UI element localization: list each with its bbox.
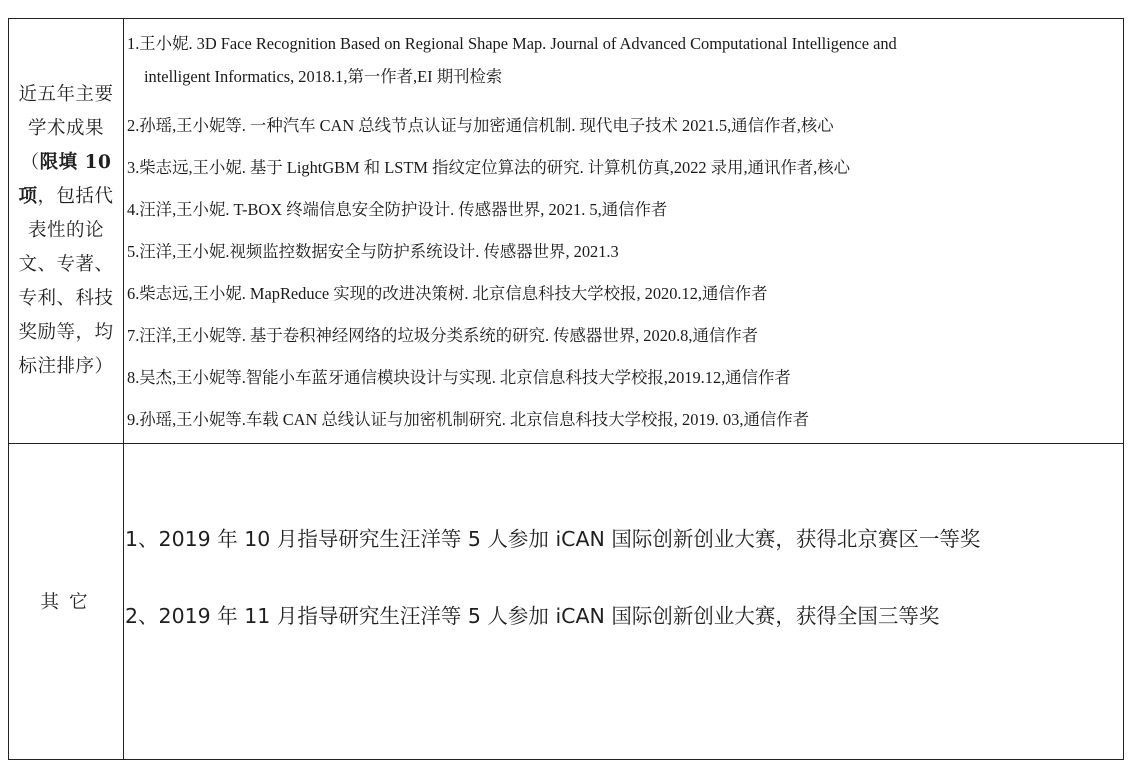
achievements-label bbox=[18, 78, 113, 384]
publication-item-5: 5.汪洋,王小妮.视频监控数据安全与防护系统设计. 传感器世界, 2021.3 bbox=[127, 242, 619, 261]
publication-item-1-line-2: intelligent Informatics, 2018.1,第一作者,EI 期刊检索 bbox=[144, 67, 503, 86]
publication-item-6: 6.柴志远,王小妮. MapReduce 实现的改进决策树. 北京信息科技大学校报, 2020.12,通信作者 bbox=[127, 284, 768, 303]
publication-item-1-line-1: 1.王小妮. 3D Face Recognition Based on Regional Shape Map. Journal of Advanced Computational Intelligence and bbox=[127, 34, 897, 53]
publication-item-9: 9.孙瑶,王小妮等.车载 CAN 总线认证与加密机制研究. 北京信息科技大学校报, 2019. 03,通信作者 bbox=[127, 410, 810, 429]
achievements-label-part-1: 近五年主要 学术成果 （ bbox=[18, 84, 114, 173]
achievements-row bbox=[9, 19, 1123, 444]
other-label: 其它 bbox=[40, 592, 98, 613]
publication-item-2: 2.孙瑶,王小妮等. 一种汽车 CAN 总线节点认证与加密通信机制. 现代电子技术 2021.5,通信作者,核心 bbox=[127, 116, 834, 135]
other-row bbox=[9, 443, 1123, 759]
other-label-cell bbox=[9, 443, 124, 759]
achievements-label-limit: 限填 10 项 bbox=[18, 152, 112, 207]
awards-list bbox=[124, 443, 1123, 759]
achievements-label-part-3: ，包括代 表性的论 文、专著、 专利、科技 奖励等，均 标注排序） bbox=[18, 186, 114, 377]
achievements-form-table bbox=[8, 18, 1124, 760]
publication-item-4: 4.汪洋,王小妮. T-BOX 终端信息安全防护设计. 传感器世界, 2021. 5,通信作者 bbox=[127, 200, 668, 219]
publications-list bbox=[124, 19, 1123, 443]
award-item-2: 2、2019 年 11 月指导研究生汪洋等 5 人参加 iCAN 国际创新创业大赛，获得全国三等奖 bbox=[125, 604, 940, 628]
publication-item-8: 8.吴杰,王小妮等.智能小车蓝牙通信模块设计与实现. 北京信息科技大学校报,2019.12,通信作者 bbox=[127, 368, 791, 387]
publication-item-1 bbox=[127, 30, 1123, 97]
achievements-label-cell bbox=[9, 19, 124, 443]
publication-item-7: 7.汪洋,王小妮等. 基于卷积神经网络的垃圾分类系统的研究. 传感器世界, 2020.8,通信作者 bbox=[127, 326, 759, 345]
publication-item-3: 3.柴志远,王小妮. 基于 LightGBM 和 LSTM 指纹定位算法的研究. 计算机仿真,2022 录用,通讯作者,核心 bbox=[127, 158, 851, 177]
award-item-1: 1、2019 年 10 月指导研究生汪洋等 5 人参加 iCAN 国际创新创业大赛，获得北京赛区一等奖 bbox=[125, 527, 981, 551]
